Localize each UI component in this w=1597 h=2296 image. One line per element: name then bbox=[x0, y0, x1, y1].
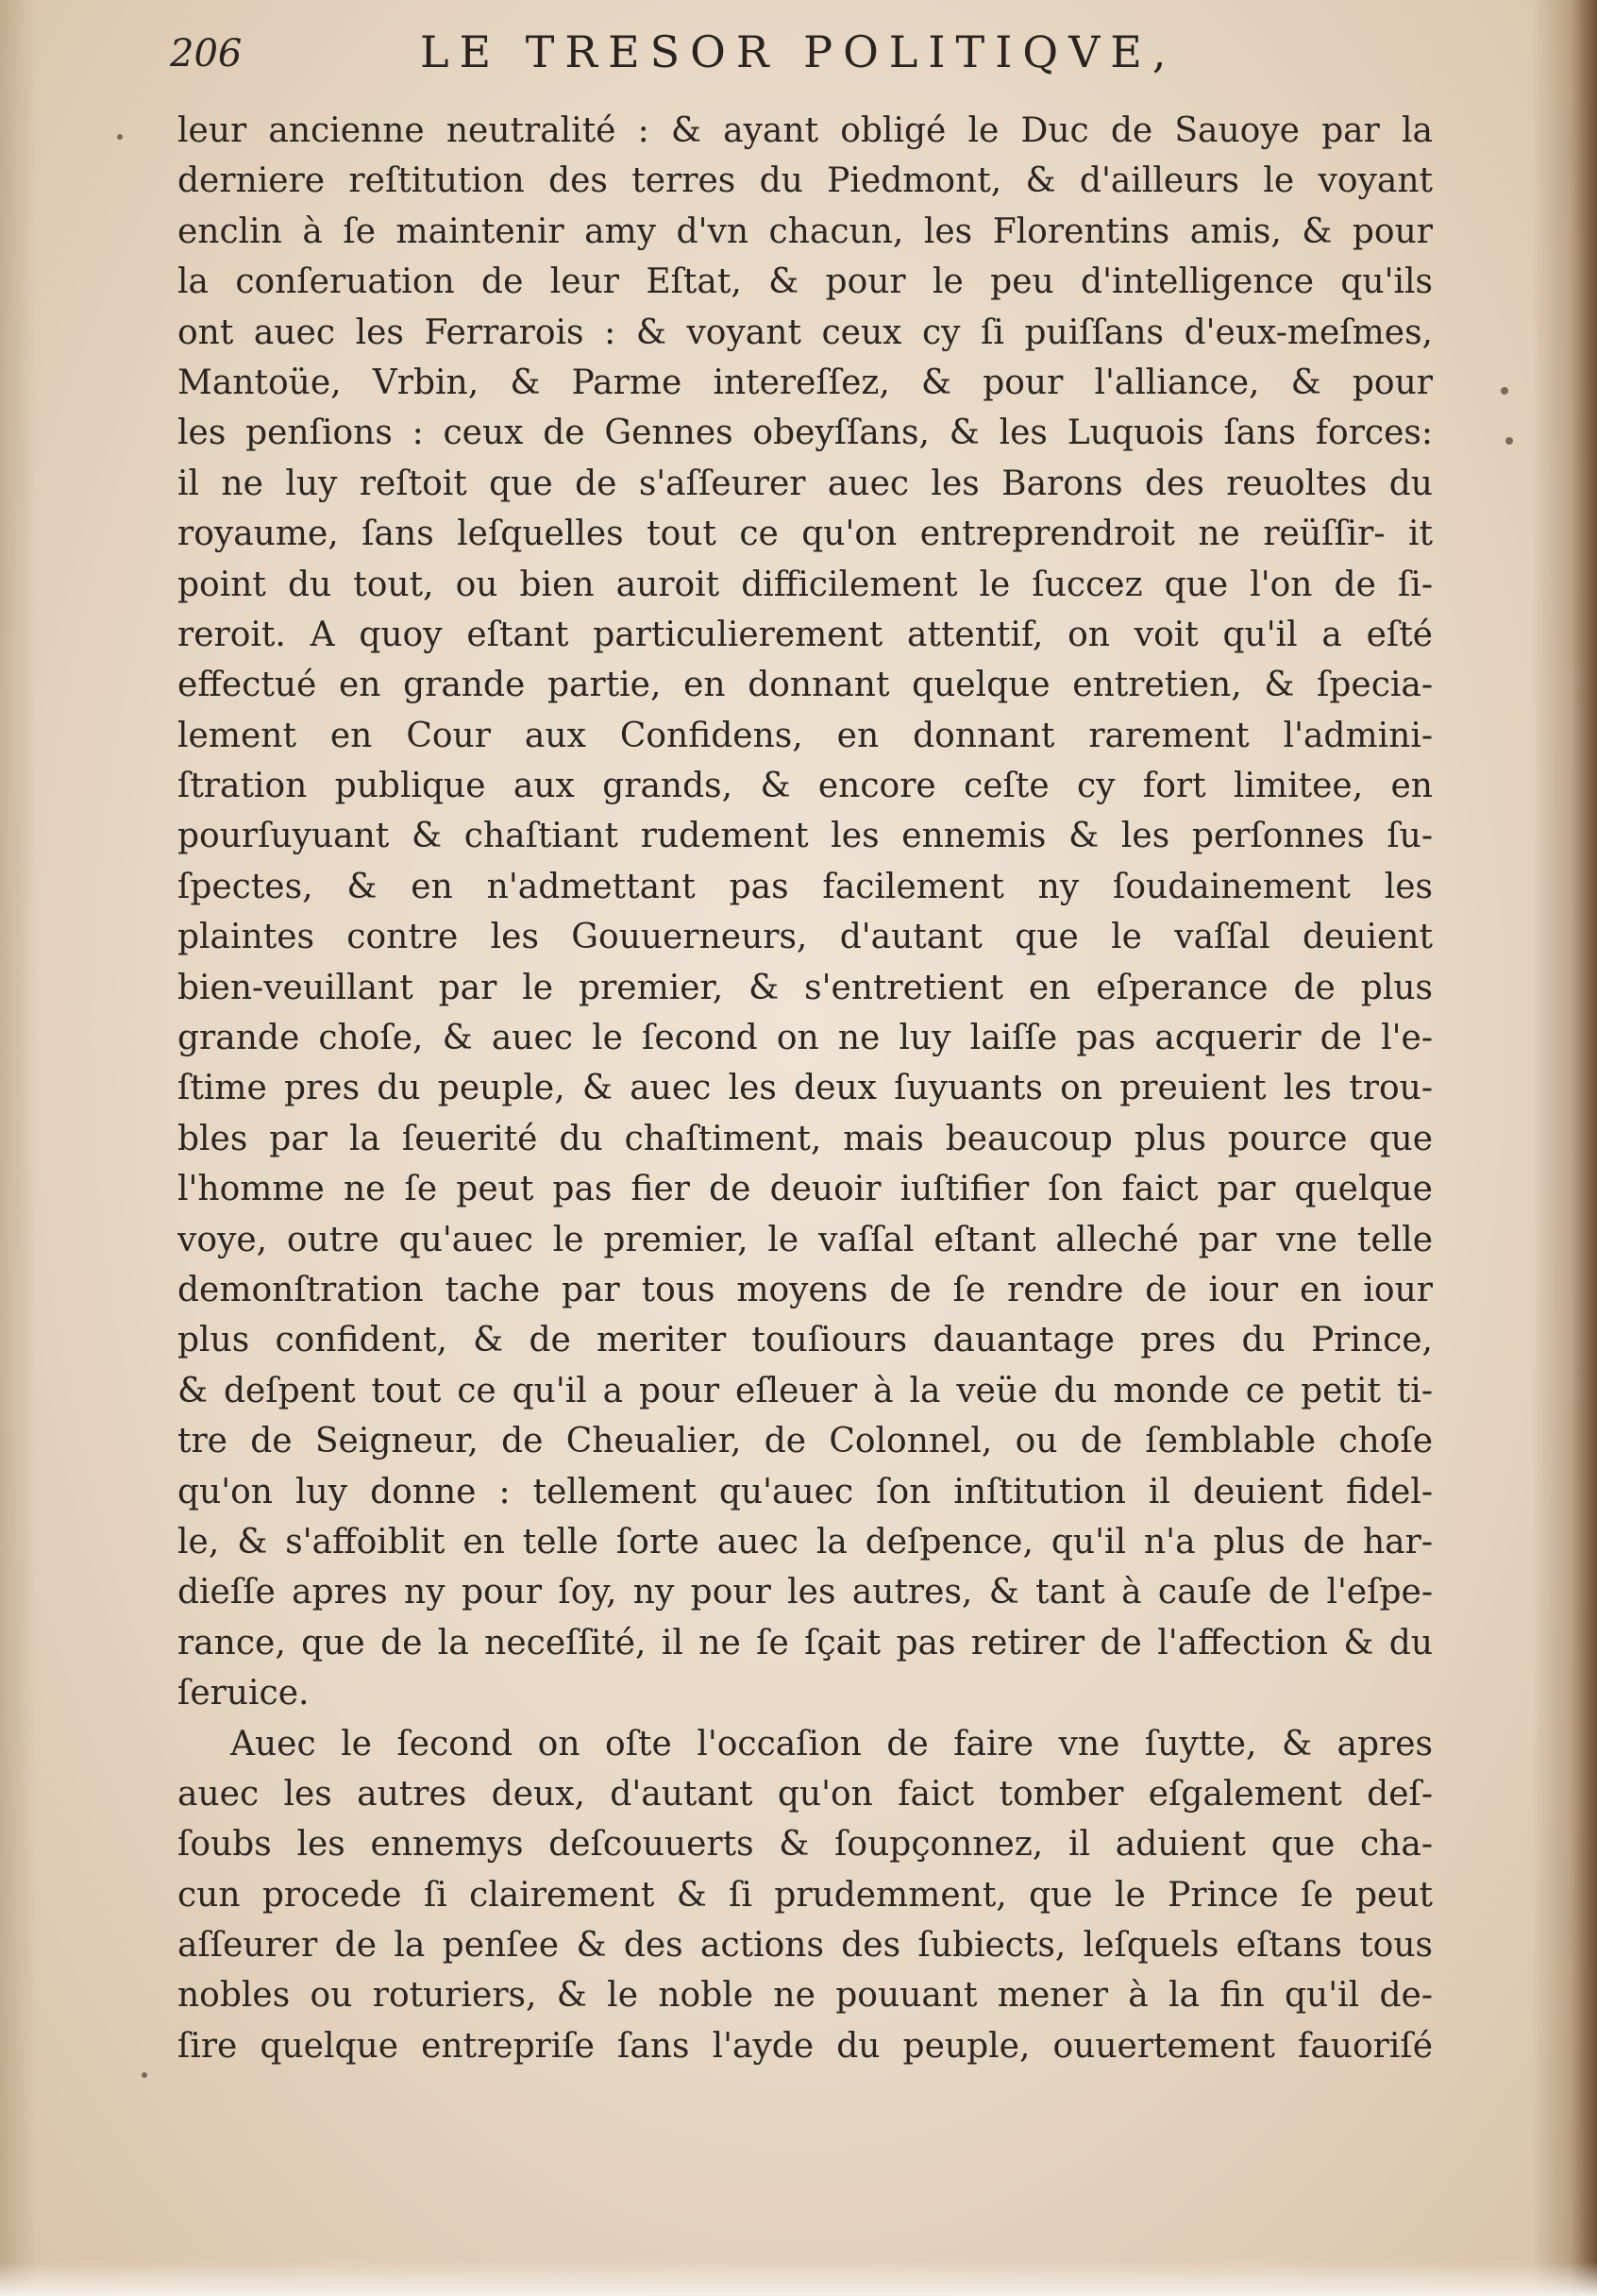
text-line: Mantoüe, Vrbin, & Parme intereſſez, & pour l'alliance, & pour bbox=[177, 363, 1433, 402]
text-line: l'homme ne ſe peut pas fier de deuoir iuſtifier ſon faict par quelque bbox=[177, 1170, 1433, 1209]
text-line: plaintes contre les Gouuerneurs, d'autant que le vaſſal deuient bbox=[177, 918, 1433, 957]
text-line: les penſions : ceux de Gennes obeyſſans, & les Luquois ſans forces: bbox=[177, 414, 1433, 453]
text-line: le, & s'affoiblit en telle ſorte auec la deſpence, qu'il n'a plus de har- bbox=[177, 1522, 1433, 1562]
text-line: leur ancienne neutralité : & ayant obligé le Duc de Sauoye par la bbox=[177, 111, 1433, 150]
text-line: point du tout, ou bien auroit difficilement le ſuccez que l'on de ſi- bbox=[177, 565, 1433, 604]
text-line: il ne luy reſtoit que de s'aſſeurer auec les Barons des reuoltes du bbox=[177, 464, 1433, 503]
page-gutter-shadow bbox=[0, 0, 38, 2296]
text-line: ſtime pres du peuple, & auec les deux ſuyuants on preuient les trou- bbox=[177, 1069, 1433, 1108]
text-line: auec les autres deux, d'autant qu'on faict tomber eſgalement deſ- bbox=[177, 1774, 1433, 1814]
text-line: cun procede ſi clairement & ſi prudemment, que le Prince ſe peut bbox=[177, 1875, 1433, 1915]
text-line: la conſeruation de leur Eſtat, & pour le peu d'intelligence qu'ils bbox=[177, 262, 1433, 302]
paper-speck bbox=[1505, 437, 1513, 445]
text-line: nobles ou roturiers, & le noble ne pouuant mener à la fin qu'il de- bbox=[177, 1976, 1433, 2016]
text-line: ſpectes, & en n'admettant pas facilement ny ſoudainement les bbox=[177, 867, 1433, 906]
text-line: bien-veuillant par le premier, & s'entretient en eſperance de plus bbox=[177, 968, 1433, 1007]
text-line: ſoubs les ennemys deſcouuerts & ſoupçonnez, il aduient que cha- bbox=[177, 1825, 1433, 1865]
text-line: effectué en grande partie, en donnant quelque entretien, & ſpecia- bbox=[177, 666, 1433, 705]
running-title: LE TRESOR POLITIQVE, bbox=[420, 26, 1177, 77]
text-line-paragraph-end: ſeruice. bbox=[177, 1674, 310, 1714]
text-line: plus confident, & de meriter touſiours dauantage pres du Prince, bbox=[177, 1321, 1433, 1360]
text-line: bles par la ſeuerité du chaſtiment, mais beaucoup plus pource que bbox=[177, 1119, 1433, 1158]
paper-speck bbox=[1501, 387, 1508, 395]
text-line: voye, outre qu'auec le premier, le vaſſal eſtant alleché par vne telle bbox=[177, 1220, 1433, 1259]
paper-speck bbox=[142, 2072, 147, 2078]
text-line: demonſtration tache par tous moyens de ſe rendre de iour en iour bbox=[177, 1270, 1433, 1309]
text-line: aſſeurer de la penſee & des actions des ſubiects, leſquels eſtans tous bbox=[177, 1926, 1433, 1966]
page-edge-shadow bbox=[1531, 0, 1597, 2296]
page-bottom-margin bbox=[0, 2262, 1597, 2296]
page-header bbox=[170, 26, 1435, 83]
text-line: pourſuyuant & chaſtiant rudement les ennemis & les perſonnes ſu- bbox=[177, 817, 1433, 856]
text-line: royaume, ſans leſquelles tout ce qu'on entreprendroit ne reüſſir- it bbox=[177, 515, 1433, 554]
text-line: ſtration publique aux grands, & encore ceſte cy fort limitee, en bbox=[177, 767, 1433, 806]
text-line: & deſpent tout ce qu'il a pour eſleuer à la veüe du monde ce petit ti- bbox=[177, 1371, 1433, 1410]
text-line: lement en Cour aux Confidens, en donnant rarement l'admini- bbox=[177, 716, 1433, 755]
text-line: rance, que de la neceſſité, il ne ſe ſçait pas retirer de l'affection & du bbox=[177, 1623, 1433, 1663]
text-line: grande choſe, & auec le ſecond on ne luy laiſſe pas acquerir de l'e- bbox=[177, 1019, 1433, 1058]
text-line-paragraph-start: Auec le ſecond on oſte l'occaſion de faire vne ſuytte, & apres bbox=[230, 1724, 1433, 1764]
text-line: enclin à ſe maintenir amy d'vn chacun, les Florentins amis, & pour bbox=[177, 211, 1433, 251]
text-line: dieſſe apres ny pour ſoy, ny pour les autres, & tant à cauſe de l'eſpe- bbox=[177, 1573, 1433, 1612]
text-line: ſire quelque entrepriſe ſans l'ayde du peuple, ouuertement fauoriſé bbox=[177, 2026, 1433, 2066]
paper-speck bbox=[117, 134, 123, 140]
page-number: 206 bbox=[170, 32, 243, 76]
text-line: tre de Seigneur, de Cheualier, de Colonnel, ou de ſemblable choſe bbox=[177, 1422, 1433, 1461]
text-line: reroit. A quoy eſtant particulierement attentif, on voit qu'il a eſté bbox=[177, 615, 1433, 654]
text-line: ont auec les Ferrarois : & voyant ceux cy ſi puiſſans d'eux-meſmes, bbox=[177, 312, 1433, 352]
text-line: derniere reſtitution des terres du Piedmont, & d'ailleurs le voyant bbox=[177, 161, 1433, 201]
text-line: qu'on luy donne : tellement qu'auec ſon inſtitution il deuient fidel- bbox=[177, 1472, 1433, 1511]
body-text bbox=[177, 106, 1433, 2071]
